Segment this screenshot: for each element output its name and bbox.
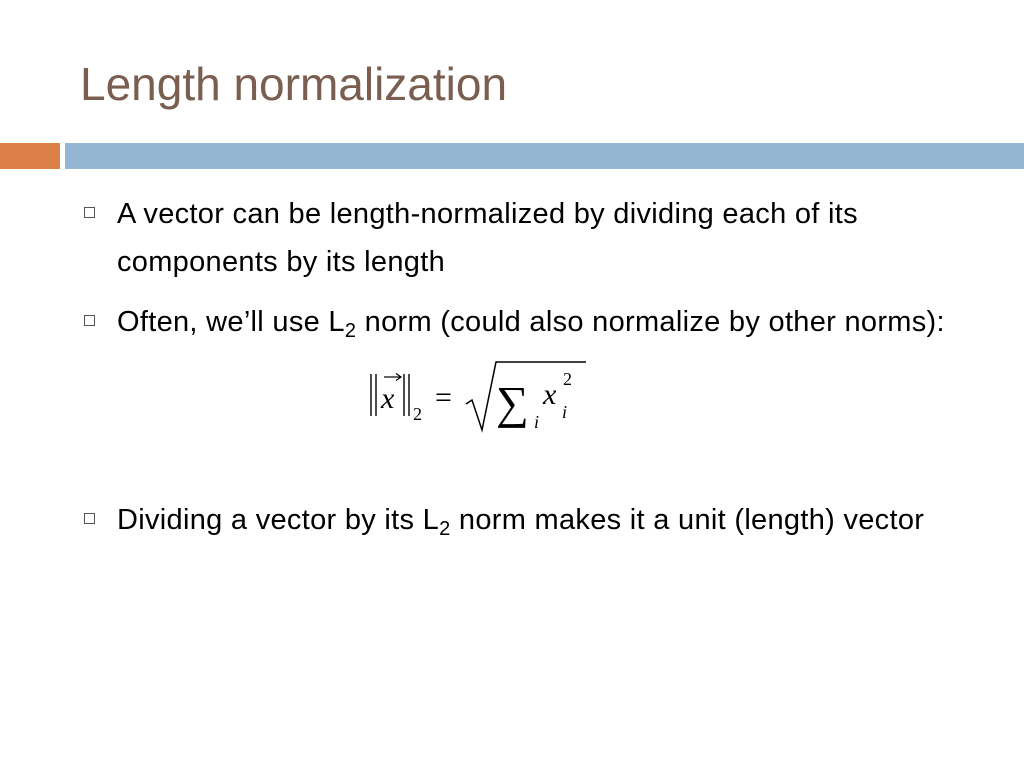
bullet-text-continued: norm (could also normalize by other norms): bbox=[356, 306, 945, 338]
square-bullet-icon bbox=[84, 207, 95, 218]
bullet-list bbox=[82, 190, 992, 544]
square-bullet-icon bbox=[84, 513, 95, 524]
norm-subscript: 2 bbox=[413, 404, 422, 424]
accent-bar-orange bbox=[0, 143, 60, 169]
bullet-item bbox=[82, 298, 992, 346]
term-superscript: 2 bbox=[563, 369, 572, 389]
accent-bar-blue bbox=[65, 143, 1024, 169]
formula-variable: x bbox=[381, 382, 395, 415]
l2-norm-formula bbox=[366, 358, 606, 438]
bullet-text: A vector can be length-normalized by dividing each of its components by its length bbox=[117, 198, 858, 278]
formula bbox=[82, 346, 992, 496]
slide-title: Length normalization bbox=[80, 58, 508, 110]
sum-symbol: ∑ bbox=[496, 377, 529, 428]
term-variable: x bbox=[543, 378, 557, 411]
bullet-item bbox=[82, 190, 992, 286]
equals-sign: = bbox=[435, 381, 452, 414]
bullet-text: Often, we’ll use L bbox=[117, 306, 345, 338]
bullet-subscript: 2 bbox=[439, 518, 451, 540]
square-bullet-icon bbox=[84, 315, 95, 326]
bullet-text: Dividing a vector by its L bbox=[117, 504, 440, 536]
bullet-text-continued: norm makes it a unit (length) vector bbox=[450, 504, 925, 536]
bullet-item bbox=[82, 496, 992, 544]
sum-index: i bbox=[534, 412, 540, 432]
term-subscript: i bbox=[562, 402, 568, 422]
bullet-subscript: 2 bbox=[344, 320, 357, 342]
